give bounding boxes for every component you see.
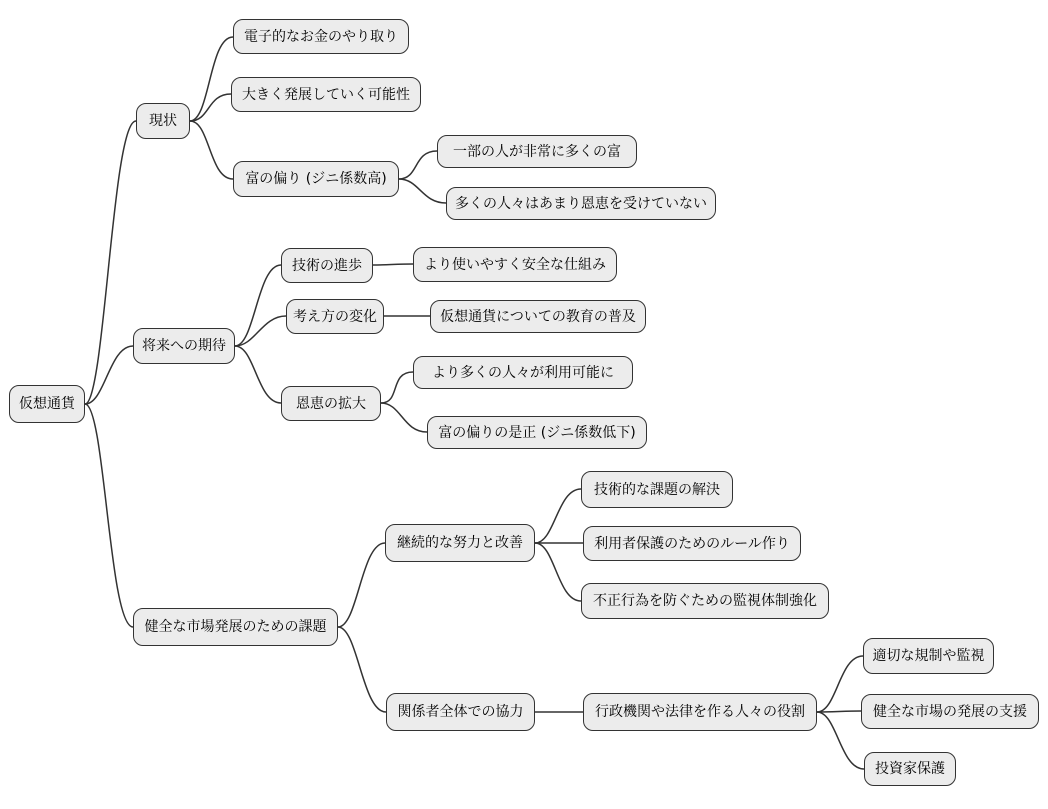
- edge-virtual-currency-current-state: [85, 121, 136, 404]
- node-stakeholder-cooperation: 関係者全体での協力: [386, 693, 535, 731]
- node-technological-progress: 技術の進歩: [281, 248, 373, 283]
- node-user-protection-rules: 利用者保護のためのルール作り: [583, 526, 801, 561]
- edge-virtual-currency-future-expectations: [85, 346, 133, 404]
- edge-wealth-inequality-few-hold-much-wealth: [399, 151, 437, 179]
- node-education-spread: 仮想通貨についての教育の普及: [430, 300, 646, 333]
- node-appropriate-regulation: 適切な規制や監視: [863, 638, 994, 674]
- node-mindset-change: 考え方の変化: [286, 299, 384, 334]
- edge-healthy-market-challenges-stakeholder-cooperation: [338, 627, 386, 712]
- edge-technological-progress-easier-safer-systems: [373, 264, 413, 265]
- node-more-people-access: より多くの人々が利用可能に: [413, 356, 633, 389]
- edge-current-state-wealth-inequality: [190, 121, 233, 179]
- node-virtual-currency: 仮想通貨: [9, 385, 85, 423]
- node-wealth-inequality: 富の偏り (ジニ係数高): [233, 161, 399, 197]
- node-healthy-market-support: 健全な市場の発展の支援: [861, 694, 1039, 729]
- edge-future-expectations-benefit-expansion: [235, 346, 281, 403]
- edge-benefit-expansion-wealth-inequality-correction: [381, 403, 427, 432]
- edge-wealth-inequality-many-receive-little-benefit: [399, 179, 446, 203]
- node-many-receive-little-benefit: 多くの人々はあまり恩恵を受けていない: [446, 187, 716, 220]
- edge-benefit-expansion-more-people-access: [381, 372, 413, 403]
- node-benefit-expansion: 恩恵の拡大: [281, 386, 381, 421]
- node-electronic-money-exchange: 電子的なお金のやり取り: [233, 19, 409, 54]
- node-future-expectations: 将来への期待: [133, 328, 235, 364]
- node-technical-issue-resolution: 技術的な課題の解決: [581, 471, 733, 508]
- node-continuous-effort: 継続的な努力と改善: [385, 524, 535, 562]
- node-easier-safer-systems: より使いやすく安全な仕組み: [413, 247, 617, 282]
- node-few-hold-much-wealth: 一部の人が非常に多くの富: [437, 135, 637, 168]
- node-growth-potential: 大きく発展していく可能性: [231, 77, 421, 112]
- edge-government-lawmakers-role-healthy-market-support: [817, 711, 861, 712]
- node-wealth-inequality-correction: 富の偏りの是正 (ジニ係数低下): [427, 416, 647, 449]
- edge-government-lawmakers-role-appropriate-regulation: [817, 656, 863, 712]
- edge-continuous-effort-technical-issue-resolution: [535, 489, 581, 543]
- edge-government-lawmakers-role-investor-protection: [817, 712, 864, 769]
- edge-current-state-electronic-money-exchange: [190, 37, 233, 121]
- node-fraud-monitoring: 不正行為を防ぐための監視体制強化: [581, 583, 829, 619]
- node-current-state: 現状: [136, 103, 190, 139]
- edge-healthy-market-challenges-continuous-effort: [338, 543, 385, 627]
- node-healthy-market-challenges: 健全な市場発展のための課題: [133, 608, 338, 646]
- edge-virtual-currency-healthy-market-challenges: [85, 404, 133, 627]
- edge-continuous-effort-fraud-monitoring: [535, 543, 581, 601]
- node-government-lawmakers-role: 行政機関や法律を作る人々の役割: [583, 693, 817, 731]
- node-investor-protection: 投資家保護: [864, 752, 956, 786]
- edge-future-expectations-technological-progress: [235, 265, 281, 346]
